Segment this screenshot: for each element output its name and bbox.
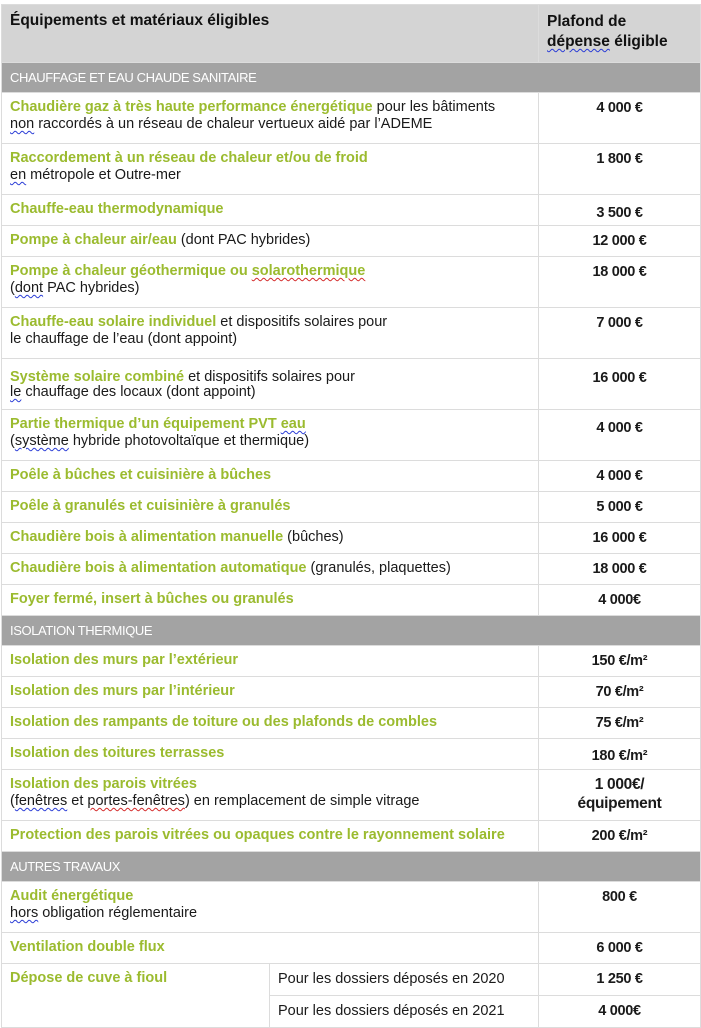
section-title: AUTRES TRAVAUX xyxy=(2,852,701,882)
table-row xyxy=(2,226,701,257)
header-ceiling-flagged-word: dépense xyxy=(547,33,610,50)
table-row xyxy=(2,523,701,554)
item-detail: (bûches) xyxy=(283,529,344,545)
header-ceiling-line2: éligible xyxy=(609,33,668,50)
row-value: 4 000 € xyxy=(539,410,701,461)
item-name: Chaudière bois à alimentation manuelle xyxy=(10,529,284,545)
item-name: Chauffe-eau thermodynamique xyxy=(10,201,224,217)
row-value: 18 000 € xyxy=(539,554,701,585)
item-name: Pompe à chaleur géothermique ou xyxy=(10,263,252,279)
item-detail-line2: raccordés à un réseau de chaleur vertueux aidé par l’ADEME xyxy=(34,116,433,132)
item-detail: pour les bâtiments xyxy=(372,99,496,115)
row-description xyxy=(2,739,539,770)
header-equipment xyxy=(2,5,539,63)
item-detail-prefix: ( xyxy=(10,793,15,809)
table-row xyxy=(2,677,701,708)
row-value: 5 000 € xyxy=(539,492,701,523)
item-name: Dépose de cuve à fioul xyxy=(10,970,168,986)
row-description xyxy=(2,226,539,257)
item-detail-line2: chauffage des locaux (dont appoint) xyxy=(21,384,256,400)
section-header-heating xyxy=(2,63,701,93)
table-header-row xyxy=(2,5,701,63)
item-detail-flagged: en xyxy=(10,167,27,183)
table-row xyxy=(2,461,701,492)
item-detail: (dont PAC hybrides) xyxy=(176,232,311,248)
item-detail-line2: PAC hybrides) xyxy=(43,280,140,296)
item-detail-flagged-2: portes-fenêtres xyxy=(87,793,185,809)
row-description xyxy=(2,821,539,852)
item-name: Raccordement à un réseau de chaleur et/ou de froid xyxy=(10,150,368,166)
item-detail-prefix: ( xyxy=(10,280,15,296)
item-detail-flagged: système xyxy=(14,433,69,449)
row-value: 4 000 € xyxy=(539,93,701,144)
section-title: CHAUFFAGE ET EAU CHAUDE SANITAIRE xyxy=(2,63,701,93)
item-name: Chaudière bois à alimentation automatique xyxy=(10,560,307,576)
item-detail-line2: ) en remplacement de simple vitrage xyxy=(184,793,420,809)
item-name: Ventilation double flux xyxy=(10,939,165,955)
table-row xyxy=(2,410,701,461)
row-description xyxy=(2,195,539,226)
table-row xyxy=(2,308,701,359)
item-detail-flagged: dont xyxy=(14,280,44,296)
row-value: 7 000 € xyxy=(539,308,701,359)
row-value: 4 000€ xyxy=(539,585,701,616)
table-row xyxy=(2,257,701,308)
header-ceiling-line1: Plafond de xyxy=(547,13,627,30)
item-detail-mid: et xyxy=(67,793,88,809)
row-description xyxy=(2,308,539,359)
table-row xyxy=(2,770,701,821)
item-name: Foyer fermé, insert à bûches ou granulés xyxy=(10,591,294,607)
item-name: Isolation des parois vitrées xyxy=(10,776,197,792)
row-value: 18 000 € xyxy=(539,257,701,308)
item-name-flagged: solarothermique xyxy=(251,263,366,279)
item-detail: (granulés, plaquettes) xyxy=(306,560,451,576)
row-description xyxy=(2,646,539,677)
section-header-insulation xyxy=(2,616,701,646)
row-value: 180 €/m² xyxy=(539,739,701,770)
table-row xyxy=(2,882,701,933)
row-value xyxy=(539,770,701,821)
row-description xyxy=(2,257,539,308)
row-value: 1 800 € xyxy=(539,144,701,195)
table-row xyxy=(2,739,701,770)
item-detail-flagged: fenêtres xyxy=(14,793,68,809)
row-description xyxy=(2,93,539,144)
table-row xyxy=(2,964,701,996)
row-value: 75 €/m² xyxy=(539,708,701,739)
row-value: 4 000€ xyxy=(539,996,701,1028)
sub-row-label: Pour les dossiers déposés en 2020 xyxy=(270,964,539,996)
row-value: 16 000 € xyxy=(539,523,701,554)
row-value: 3 500 € xyxy=(539,195,701,226)
table-row xyxy=(2,144,701,195)
item-name-flagged: eau xyxy=(280,416,306,432)
item-name: Chaudière gaz à très haute performance énergétique xyxy=(10,99,373,115)
row-value: 16 000 € xyxy=(539,359,701,410)
section-header-other-works xyxy=(2,852,701,882)
item-detail: et dispositifs solaires pour xyxy=(184,369,355,385)
table-row xyxy=(2,646,701,677)
row-description xyxy=(2,144,539,195)
sub-row-label: Pour les dossiers déposés en 2021 xyxy=(270,996,539,1028)
row-value-line1: 1 000€/ xyxy=(594,776,645,793)
header-equipment-label: Équipements et matériaux éligibles xyxy=(10,12,270,29)
item-name: Poêle à granulés et cuisinière à granulés xyxy=(10,498,291,514)
row-value: 150 €/m² xyxy=(539,646,701,677)
row-description xyxy=(2,708,539,739)
row-description xyxy=(2,585,539,616)
item-detail-line2: métropole et Outre-mer xyxy=(26,167,181,183)
item-name: Isolation des murs par l’intérieur xyxy=(10,683,235,699)
header-ceiling xyxy=(539,5,701,63)
item-name: Partie thermique d’un équipement PVT xyxy=(10,416,281,432)
table-row xyxy=(2,93,701,144)
row-description xyxy=(2,882,539,933)
item-detail-line2: obligation réglementaire xyxy=(38,905,198,921)
table-row xyxy=(2,708,701,739)
table-row xyxy=(2,821,701,852)
eligible-expenses-table xyxy=(1,4,701,1028)
item-name: Isolation des murs par l’extérieur xyxy=(10,652,239,668)
item-name: Système solaire combiné xyxy=(10,369,185,385)
section-title: ISOLATION THERMIQUE xyxy=(2,616,701,646)
row-description xyxy=(2,770,539,821)
item-name: Audit énergétique xyxy=(10,888,134,904)
item-detail-line2: hybride photovoltaïque et thermique) xyxy=(68,433,310,449)
item-detail-prefix: ( xyxy=(10,433,15,449)
item-name: Isolation des rampants de toiture ou des plafonds de combles xyxy=(10,714,438,730)
row-description xyxy=(2,933,539,964)
row-description xyxy=(2,523,539,554)
row-value: 800 € xyxy=(539,882,701,933)
item-name: Protection des parois vitrées ou opaques contre le rayonnement solaire xyxy=(10,827,505,843)
table-row xyxy=(2,359,701,410)
row-description xyxy=(2,359,539,410)
item-detail: et dispositifs solaires pour xyxy=(216,314,388,330)
row-value: 12 000 € xyxy=(539,226,701,257)
table-row xyxy=(2,585,701,616)
item-name: Chauffe-eau solaire individuel xyxy=(10,314,217,330)
row-value: 1 250 € xyxy=(539,964,701,996)
table-row xyxy=(2,933,701,964)
row-description xyxy=(2,554,539,585)
row-value: 200 €/m² xyxy=(539,821,701,852)
item-name: Pompe à chaleur air/eau xyxy=(10,232,177,248)
item-detail-line2: le chauffage de l’eau (dont appoint) xyxy=(10,331,238,347)
item-detail-flagged: hors xyxy=(10,905,39,921)
row-description xyxy=(2,461,539,492)
row-description xyxy=(2,410,539,461)
table-row xyxy=(2,554,701,585)
row-value: 4 000 € xyxy=(539,461,701,492)
row-value: 6 000 € xyxy=(539,933,701,964)
row-description xyxy=(2,677,539,708)
item-detail-flagged: non xyxy=(10,116,35,132)
row-description xyxy=(2,964,270,1028)
table-row xyxy=(2,492,701,523)
item-name: Poêle à bûches et cuisinière à bûches xyxy=(10,467,272,483)
row-value: 70 €/m² xyxy=(539,677,701,708)
row-description xyxy=(2,492,539,523)
item-detail-flagged: le xyxy=(10,384,22,400)
item-name: Isolation des toitures terrasses xyxy=(10,745,225,761)
table-row xyxy=(2,195,701,226)
row-value-line2: équipement xyxy=(577,795,662,812)
